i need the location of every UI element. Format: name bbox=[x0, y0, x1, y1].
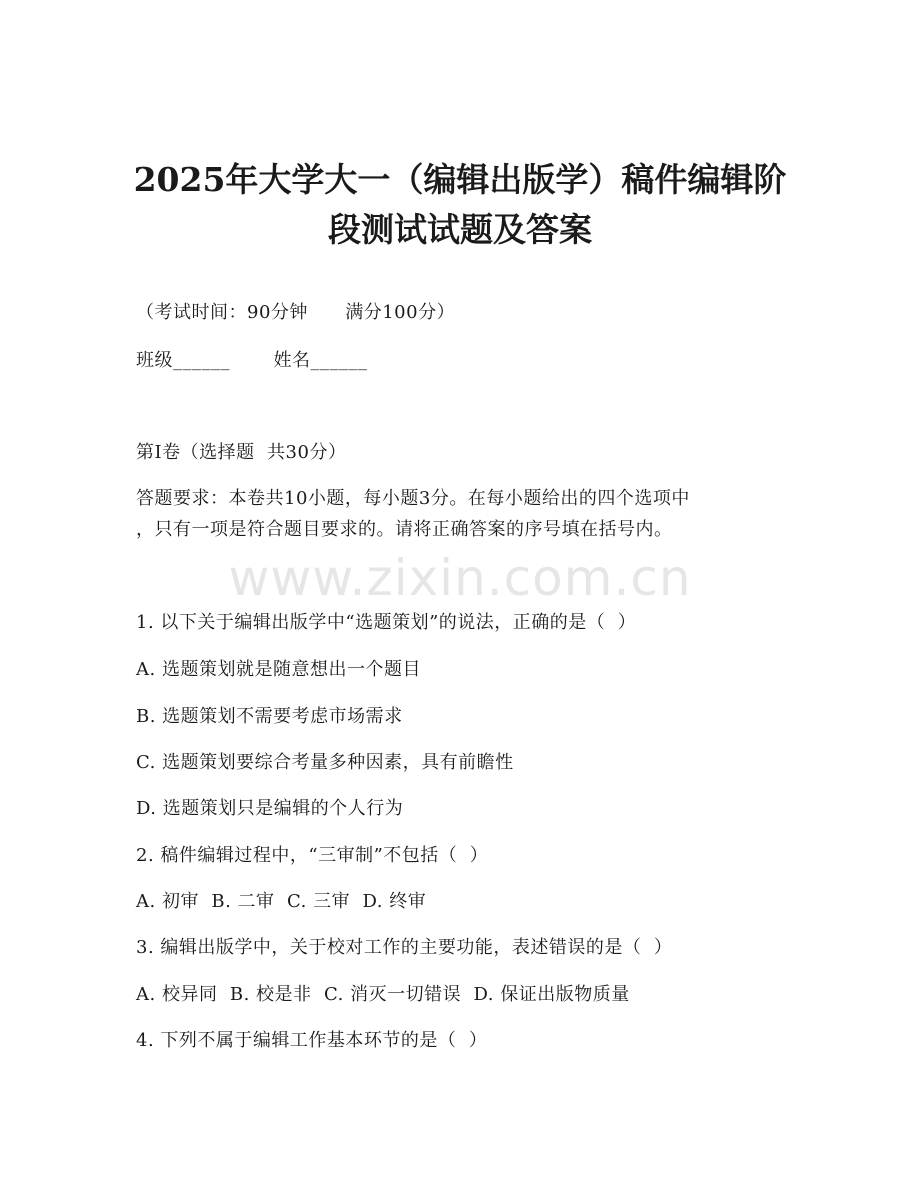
question-3-options: A. 校异同 B. 校是非 C. 消灭一切错误 D. 保证出版物质量 bbox=[136, 984, 630, 1005]
question-4-stem: 4. 下列不属于编辑工作基本环节的是（ ） bbox=[136, 1030, 488, 1051]
document-title-line2: 段测试试题及答案 bbox=[328, 210, 592, 249]
question-1-stem: 1. 以下关于编辑出版学中“选题策划”的说法，正确的是（ ） bbox=[136, 612, 637, 633]
question-2-stem: 2. 稿件编辑过程中，“三审制”不包括（ ） bbox=[136, 845, 489, 866]
question-1-option-d: D. 选题策划只是编辑的个人行为 bbox=[136, 798, 404, 819]
section-heading: 第I卷（选择题 共30分） bbox=[136, 442, 347, 463]
name-fields: 班级______ 姓名______ bbox=[136, 350, 368, 371]
exam-info: （考试时间：90分钟 满分100分） bbox=[136, 302, 456, 323]
question-1-option-b: B. 选题策划不需要考虑市场需求 bbox=[136, 706, 403, 727]
instructions-line1: 答题要求：本卷共10小题，每小题3分。在每小题给出的四个选项中 bbox=[136, 488, 690, 509]
question-3-stem: 3. 编辑出版学中，关于校对工作的主要功能，表述错误的是（ ） bbox=[136, 937, 673, 958]
watermark: www.zixin.com.cn bbox=[228, 549, 692, 607]
question-1-option-a: A. 选题策划就是随意想出一个题目 bbox=[136, 659, 421, 680]
document-title-line1: 2025年大学大一（编辑出版学）稿件编辑阶 bbox=[133, 160, 787, 199]
question-2-options: A. 初审 B. 二审 C. 三审 D. 终审 bbox=[136, 891, 427, 912]
question-1-option-c: C. 选题策划要综合考量多种因素，具有前瞻性 bbox=[136, 752, 514, 773]
instructions-line2: ，只有一项是符合题目要求的。请将正确答案的序号填在括号内。 bbox=[136, 519, 673, 540]
